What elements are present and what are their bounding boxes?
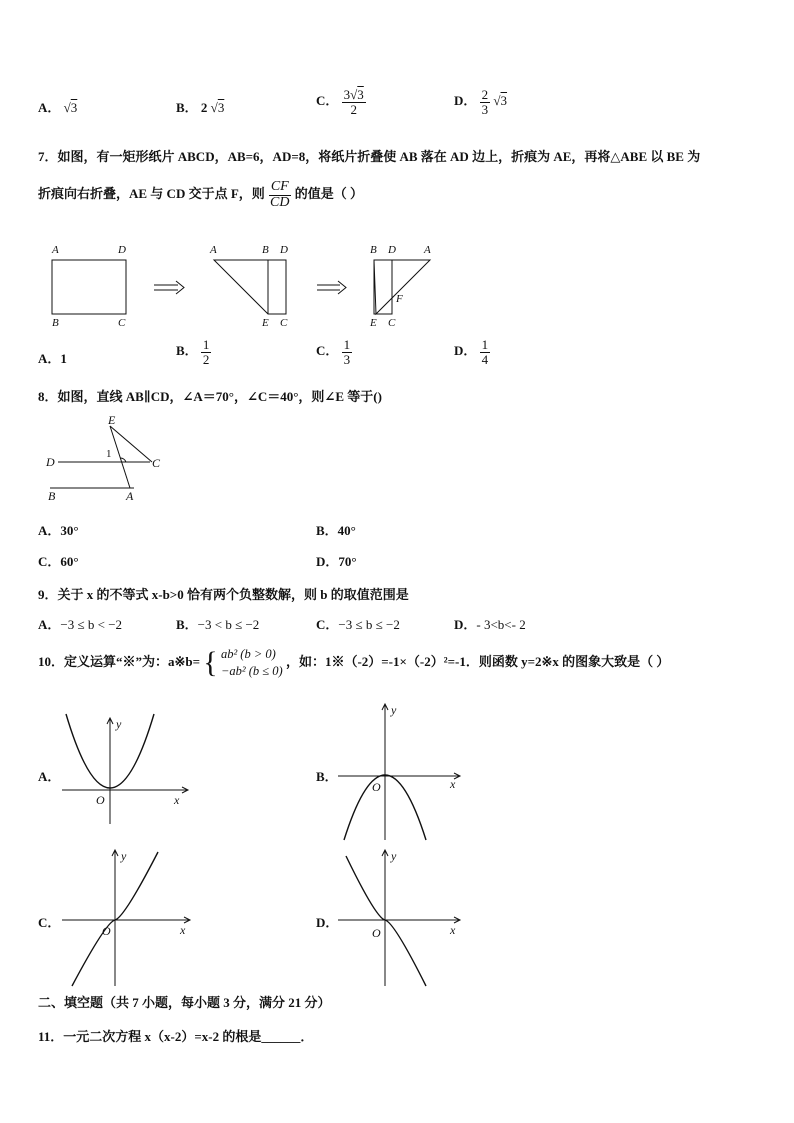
svg-text:F: F [396, 293, 403, 305]
svg-text:A: A [126, 489, 134, 503]
arrow-icon [317, 281, 346, 294]
q8-stem: 8．如图，直线 AB∥CD，∠A＝70°，∠C＝40°，则∠E 等于() [38, 389, 382, 404]
svg-text:B: B [262, 244, 269, 256]
q9-option-c: C．−3 ≤ b ≤ −2 [316, 617, 400, 632]
q6-option-c: C． $\frac{3√3}{2}$ [316, 87, 364, 117]
svg-text:C: C [152, 456, 161, 470]
rect-abcd [52, 260, 126, 314]
svg-text:B: B [48, 489, 56, 503]
svg-text:y: y [121, 849, 127, 863]
svg-text:A: A [210, 244, 217, 256]
svg-text:E: E [262, 317, 269, 329]
q8-option-b: B．40° [316, 523, 356, 538]
q7-stem-line1: 7．如图，有一矩形纸片 ABCD，AB=6，AD=8，将纸片折叠使 AB 落在 AD 边上，折痕为 AE，再将△ABE 以 BE 为 [38, 149, 701, 164]
svg-text:O: O [372, 926, 381, 940]
q6-option-b: B． 2 √3 [176, 100, 225, 115]
svg-text:A: A [424, 244, 431, 256]
q10-graph-c [60, 846, 200, 988]
q7-figure [44, 240, 444, 332]
q10-option-b: B． [316, 769, 338, 784]
q7-option-c: C． $\frac{1}{3}$ [316, 337, 351, 367]
q10-graph-d [336, 846, 466, 988]
svg-text:D: D [388, 244, 396, 256]
folded-shape [214, 260, 286, 314]
svg-text:C: C [118, 317, 126, 329]
svg-text:E: E [108, 413, 116, 427]
q9-option-a: A．−3 ≤ b < −2 [38, 617, 123, 632]
svg-text:D: D [280, 244, 288, 256]
svg-text:x: x [174, 793, 180, 807]
q10-stem: 10．定义运算“※”为：a※b= { ab² (b > 0) −ab² (b ≤ 0) ，如：1※（-2）=-1×（-2）²=-1．则函数 y=2※x 的图象大致是（ ） [38, 645, 670, 679]
svg-text:C: C [280, 317, 288, 329]
svg-text:B: B [370, 244, 377, 256]
svg-text:C: C [388, 317, 396, 329]
svg-text:x: x [180, 923, 186, 937]
q10-option-c: C． [38, 915, 61, 930]
q8-figure [40, 412, 180, 504]
svg-text:O: O [96, 793, 105, 807]
q10-option-d: D． [316, 915, 339, 930]
q10-graph-a [60, 712, 200, 830]
q11-stem: 11．一元二次方程 x（x-2）=x-2 的根是______． [38, 1029, 314, 1044]
q7-option-b: B． $\frac{1}{2}$ [176, 337, 210, 367]
svg-text:B: B [52, 317, 59, 329]
q9-option-b: B．−3 < b ≤ −2 [176, 617, 260, 632]
svg-text:y: y [391, 703, 397, 717]
svg-text:E: E [370, 317, 377, 329]
q8-option-c: C．60° [38, 554, 79, 569]
svg-text:O: O [372, 780, 381, 794]
q6-option-d: D． $\frac{2}{3}$ √3 [454, 87, 508, 117]
section-2-heading: 二、填空题（共 7 小题，每小题 3 分，满分 21 分） [38, 995, 331, 1010]
svg-text:A: A [52, 244, 59, 256]
svg-text:x: x [450, 777, 456, 791]
svg-text:1: 1 [106, 448, 112, 460]
q10-graph-b [336, 700, 466, 842]
q10-option-a: A． [38, 769, 61, 784]
q8-option-a: A．30° [38, 523, 79, 538]
q6-option-a: A． √3 [38, 100, 78, 115]
folded-shape-2 [374, 260, 430, 314]
svg-text:x: x [450, 923, 456, 937]
q9-option-d: D．- 3<b<- 2 [454, 617, 526, 632]
svg-text:y: y [391, 849, 397, 863]
arrow-icon [154, 281, 184, 294]
svg-text:O: O [102, 924, 111, 938]
q7-option-a: A．1 [38, 351, 67, 366]
svg-text:D: D [118, 244, 126, 256]
q7-option-d: D． $\frac{1}{4}$ [454, 337, 489, 367]
svg-text:D: D [46, 455, 55, 469]
q9-stem: 9．关于 x 的不等式 x-b>0 恰有两个负整数解，则 b 的取值范围是 [38, 587, 409, 602]
q7-stem-line2: 折痕向右折叠，AE 与 CD 交于点 F，则 $\frac{CF}{CD}$ 的值是（ ） [38, 179, 363, 210]
q8-option-d: D．70° [316, 554, 357, 569]
svg-text:y: y [116, 717, 122, 731]
